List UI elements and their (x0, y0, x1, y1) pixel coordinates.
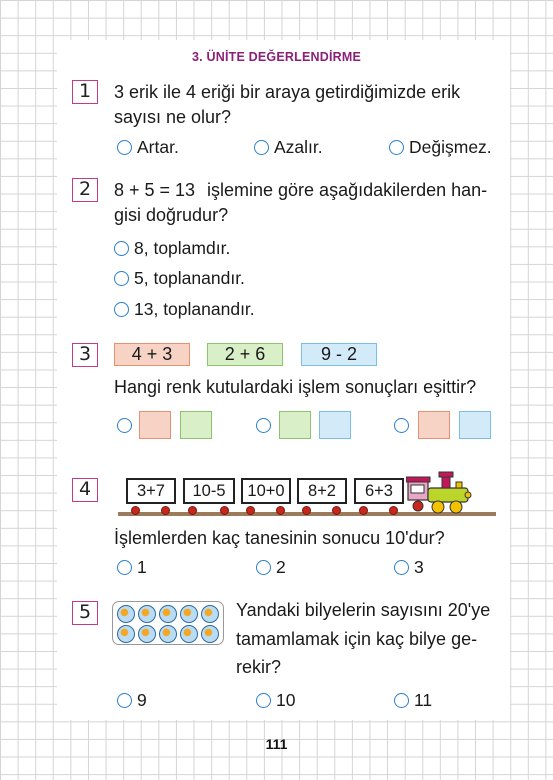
option-circle-icon[interactable] (394, 693, 409, 708)
q4-option-a[interactable] (117, 556, 147, 578)
q3-option-b[interactable] (256, 418, 276, 433)
marble-icon (117, 605, 135, 623)
option-label: 2 (276, 557, 286, 577)
wheel-icon (302, 506, 311, 515)
question-number-5: 5 (72, 601, 98, 625)
option-label: 5, toplanandır. (134, 268, 245, 288)
marble-icon (138, 625, 156, 643)
red-expression-box: 4 + 3 (114, 343, 190, 366)
option-circle-icon[interactable] (394, 418, 409, 433)
marble-icon (180, 625, 198, 643)
train-wagon: 6+3 (354, 478, 404, 504)
option-label: 10 (276, 690, 296, 710)
train-wagon: 10-5 (183, 478, 235, 504)
question-number-2: 2 (72, 178, 98, 202)
option-circle-icon[interactable] (389, 140, 404, 155)
q3-option-c[interactable] (394, 418, 414, 433)
q2-text-line1: işlemine göre aşağıdakilerden han- (207, 180, 488, 200)
q4-option-b[interactable] (256, 556, 286, 578)
option-label: Azalır. (274, 137, 323, 157)
q5-text-line2: tamamlamak için kaç bilye ge- (236, 629, 478, 649)
marble-icon (201, 605, 219, 623)
option-circle-icon[interactable] (114, 271, 129, 286)
option-label: 9 (137, 690, 147, 710)
blue-expression-box: 9 - 2 (301, 343, 377, 366)
option-b-green-box (279, 411, 311, 439)
wheel-icon (246, 506, 255, 515)
option-circle-icon[interactable] (256, 418, 271, 433)
option-circle-icon[interactable] (117, 560, 132, 575)
option-circle-icon[interactable] (117, 140, 132, 155)
wheel-icon (389, 506, 398, 515)
q4-option-c[interactable] (394, 556, 424, 578)
option-label: 13, toplanandır. (134, 299, 255, 319)
option-label: 1 (137, 557, 147, 577)
q1-text-line2: sayısı ne olur? (114, 107, 232, 127)
q5-text-line1: Yandaki bilyelerin sayısını 20'ye (236, 600, 491, 620)
option-c-blue-box (459, 411, 491, 439)
q5-text-line3: rekir? (236, 657, 282, 677)
unit-title: 3. ÜNİTE DEĞERLENDİRME (192, 50, 361, 64)
q5-option-a[interactable] (117, 689, 147, 711)
option-label: 8, toplamdır. (134, 238, 231, 258)
green-expression-box: 2 + 6 (207, 343, 283, 366)
q2-option-b[interactable] (114, 267, 245, 289)
locomotive-icon (406, 466, 478, 516)
question-number-1: 1 (72, 80, 98, 104)
marble-icon (201, 625, 219, 643)
wheel-icon (131, 506, 140, 515)
q3-option-a[interactable] (117, 418, 137, 433)
marble-icon (138, 605, 156, 623)
wheel-icon (359, 506, 368, 515)
q4-question: İşlemlerden kaç tanesinin sonucu 10'dur? (114, 528, 445, 548)
option-c-red-box (418, 411, 450, 439)
wheel-icon (161, 506, 170, 515)
q3-question: Hangi renk kutulardaki işlem sonuçları eşittir? (114, 377, 477, 397)
q5-option-c[interactable] (394, 689, 432, 711)
marble-icon (159, 625, 177, 643)
option-circle-icon[interactable] (394, 560, 409, 575)
q2-text-line2: gisi doğrudur? (114, 205, 229, 225)
page-number: 111 (265, 736, 288, 752)
option-circle-icon[interactable] (256, 560, 271, 575)
marble-icon (159, 605, 177, 623)
option-circle-icon[interactable] (256, 693, 271, 708)
option-a-green-box (180, 411, 212, 439)
marble-box (112, 601, 224, 645)
option-circle-icon[interactable] (254, 140, 269, 155)
option-circle-icon[interactable] (117, 418, 132, 433)
marble-icon (117, 625, 135, 643)
q2-equation: 8 + 5 = 13 (114, 180, 196, 200)
wheel-icon (332, 506, 341, 515)
q2-option-c[interactable] (114, 298, 255, 320)
q1-option-a[interactable] (117, 136, 179, 158)
option-circle-icon[interactable] (114, 302, 129, 317)
wheel-icon (188, 506, 197, 515)
option-circle-icon[interactable] (114, 241, 129, 256)
q1-option-c[interactable] (389, 136, 492, 158)
option-circle-icon[interactable] (117, 693, 132, 708)
wheel-icon (276, 506, 285, 515)
q1-text-line1: 3 erik ile 4 eriği bir araya getirdiğimizde erik (114, 82, 461, 102)
option-b-blue-box (319, 411, 351, 439)
option-label: 3 (414, 557, 424, 577)
train-wagon: 3+7 (126, 478, 176, 504)
q5-option-b[interactable] (256, 689, 295, 711)
option-label: Artar. (137, 137, 179, 157)
train-wagon: 10+0 (241, 478, 291, 504)
q2-option-a[interactable] (114, 237, 230, 259)
option-label: Değişmez. (409, 137, 492, 157)
option-a-red-box (139, 411, 171, 439)
option-label: 11 (414, 690, 433, 710)
train-wagon: 8+2 (297, 478, 347, 504)
q1-option-b[interactable] (254, 136, 323, 158)
marble-icon (180, 605, 198, 623)
wheel-icon (220, 506, 229, 515)
question-number-3: 3 (72, 343, 98, 367)
question-number-4: 4 (72, 478, 98, 502)
